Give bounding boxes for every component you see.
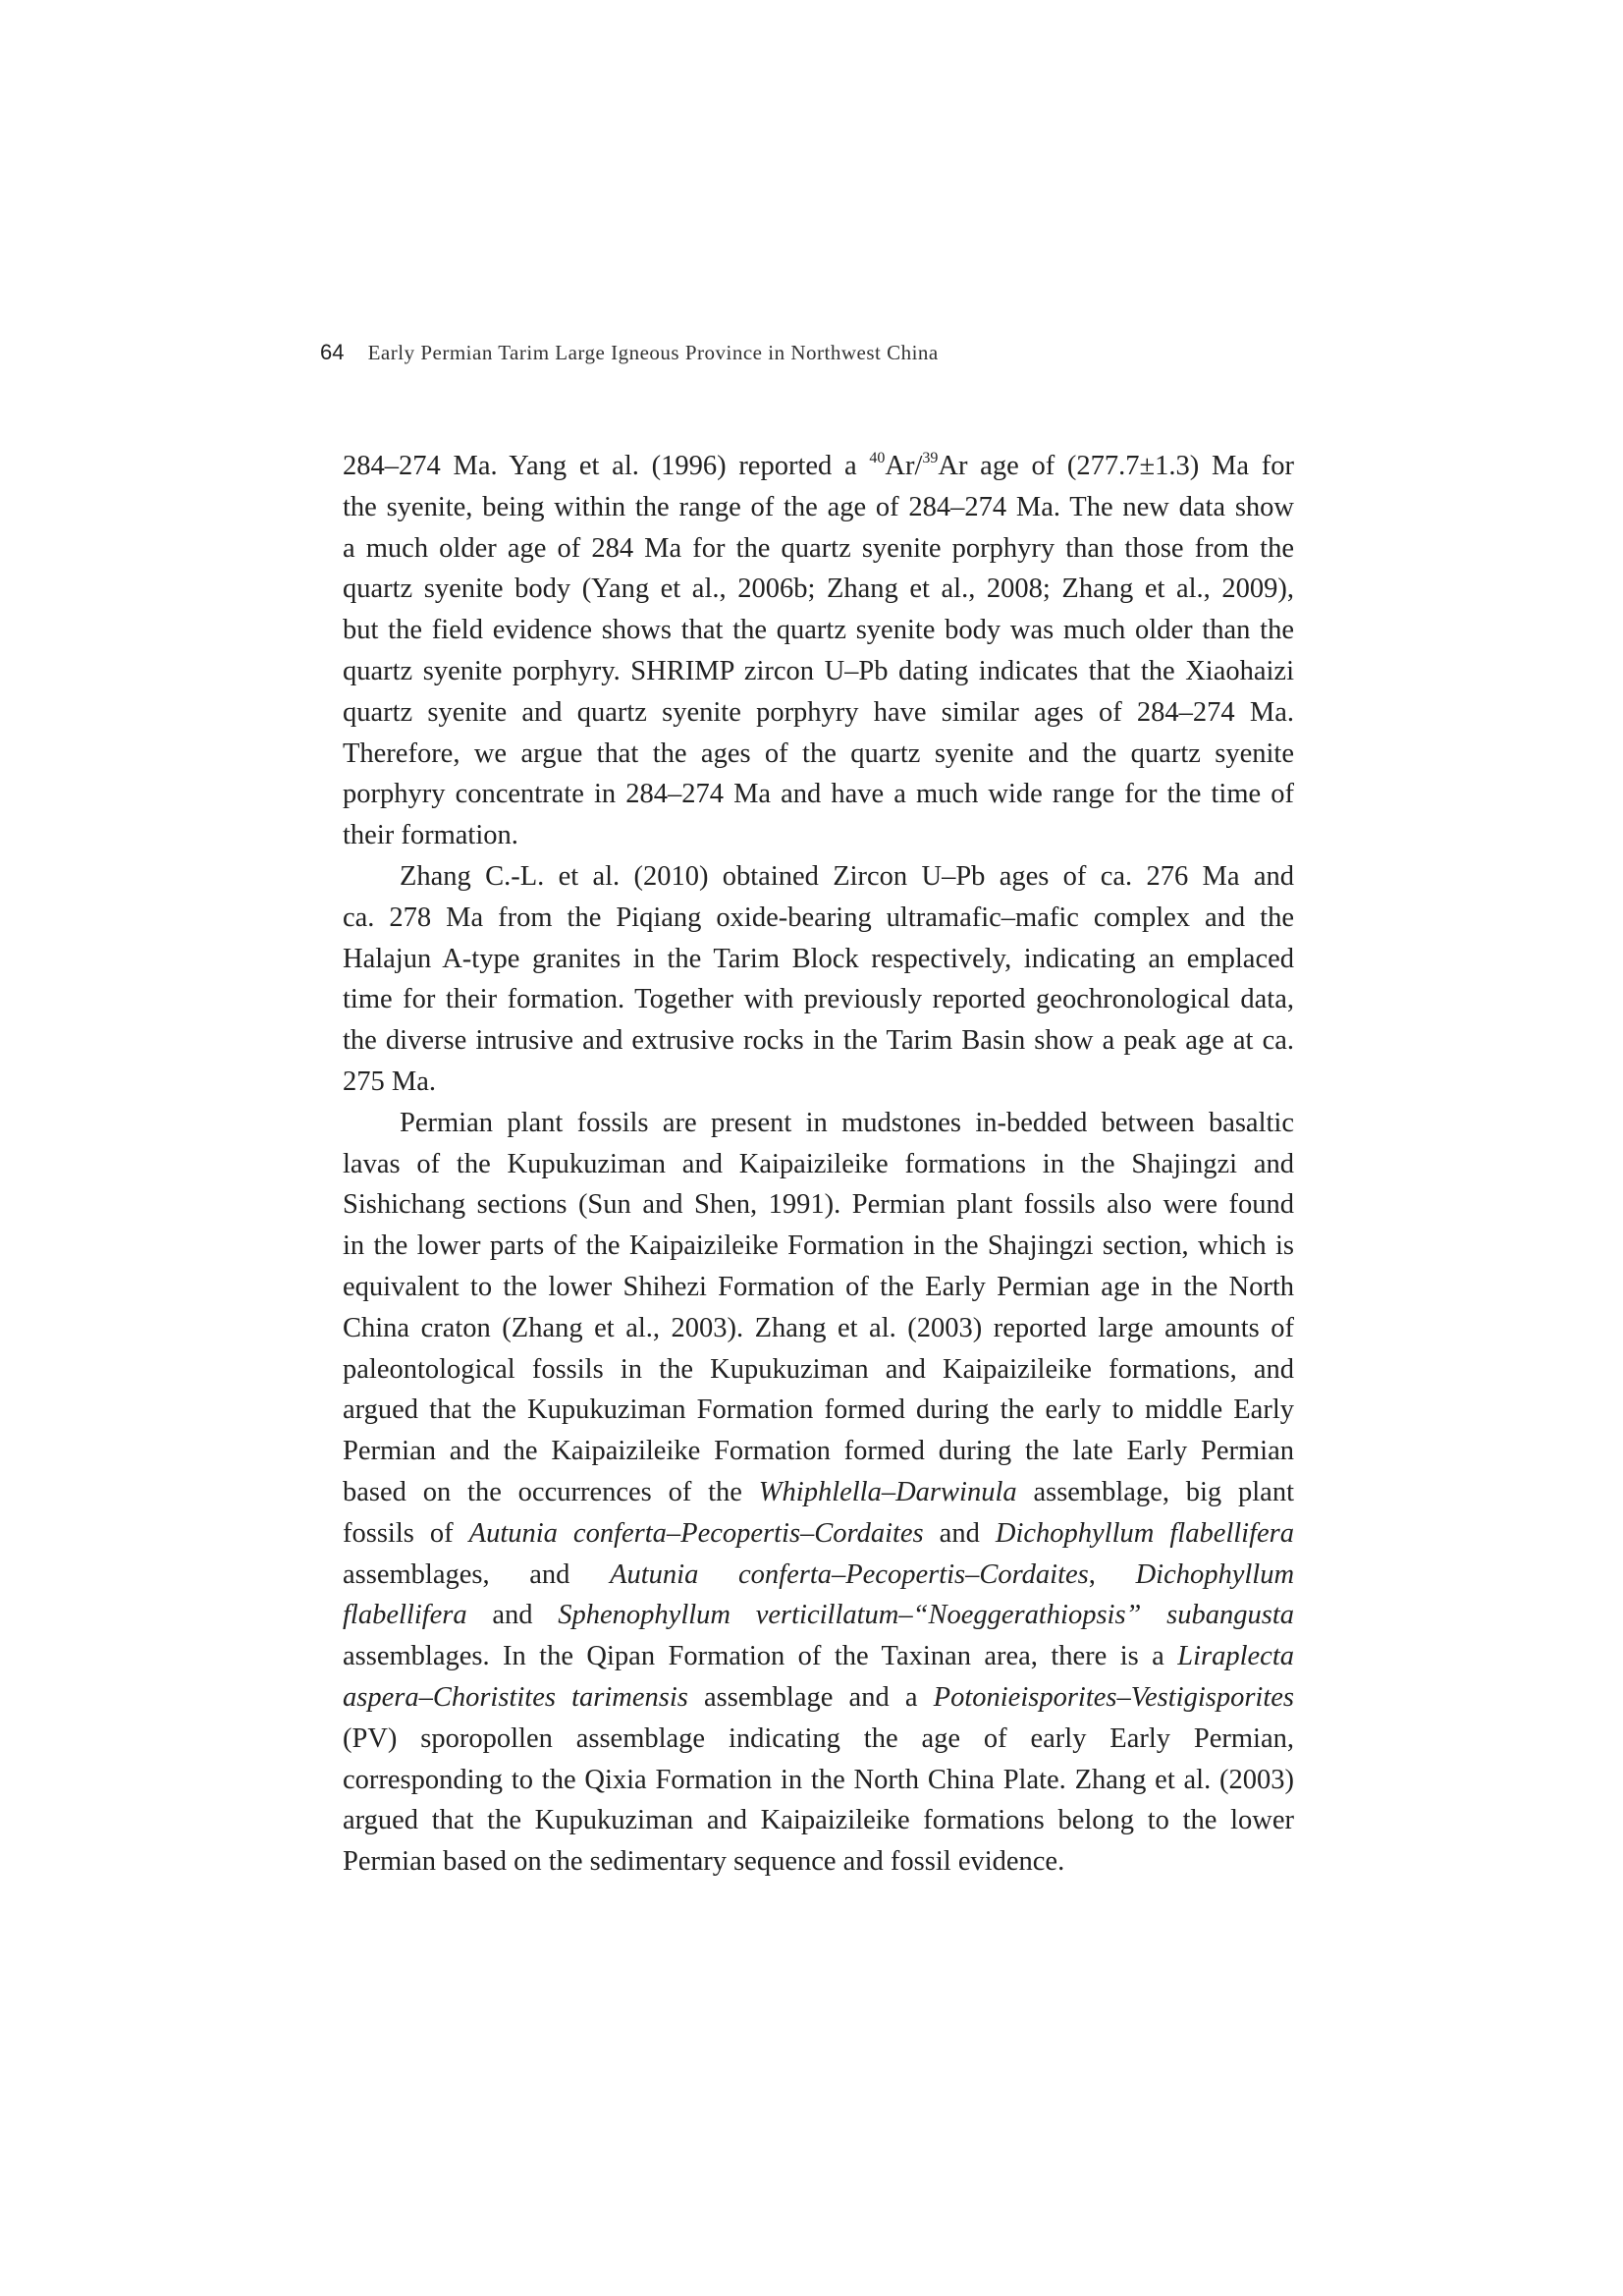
text-run: based on the occurrences of the (343, 1476, 759, 1507)
text-run: their formation. (343, 820, 518, 851)
italic-text: aspera–Choristites tarimensis (343, 1681, 688, 1713)
text-line (343, 1595, 1294, 1636)
text-line (343, 774, 1294, 815)
text-run: Ar/ (885, 451, 923, 481)
page-number: 64 (320, 340, 345, 364)
italic-text: Dichophyllum flabellifera (995, 1517, 1295, 1549)
text-run: , (1088, 1558, 1136, 1590)
text-run: equivalent to the lower Shihezi Formation of the Early Permian age in the North (343, 1271, 1294, 1302)
text-run: Therefore, we argue that the ages of the quartz syenite and the quartz syenite (343, 738, 1294, 769)
text-run: the syenite, being within the range of the age of 284–274 Ma. The new data show (343, 491, 1294, 522)
text-line (343, 446, 1294, 487)
text-line (343, 898, 1294, 939)
text-line (343, 1431, 1294, 1472)
text-run: fossils of (343, 1517, 469, 1549)
text-run: and (466, 1600, 559, 1631)
text-line (343, 856, 1294, 898)
text-line (343, 1349, 1294, 1391)
text-line (343, 1677, 1294, 1719)
text-run: Permian plant fossils are present in mudstones in-bedded between basaltic (400, 1107, 1294, 1138)
text-run: in the lower parts of the Kaipaizileike Formation in the Shajingzi section, which is (343, 1230, 1294, 1262)
italic-text: Liraplecta (1177, 1641, 1294, 1672)
text-line (343, 1513, 1294, 1555)
text-run: quartz syenite body (Yang et al., 2006b; Zhang et al., 2008; Zhang et al., 2009), (343, 574, 1294, 605)
text-line (343, 1636, 1294, 1677)
text-line (343, 1020, 1294, 1062)
text-run: ca. 278 Ma from the Piqiang oxide-bearing ultramafic–mafic complex and the (343, 902, 1294, 933)
text-line (343, 815, 1294, 856)
text-run: 275 Ma. (343, 1066, 436, 1097)
superscript: 39 (922, 450, 939, 466)
text-line (343, 1308, 1294, 1349)
text-run: time for their formation. Together with previously reported geochronological data, (343, 984, 1294, 1015)
text-run: Halajun A-type granites in the Tarim Block respectively, indicating an emplaced (343, 943, 1294, 974)
text-line (343, 1184, 1294, 1226)
text-run: assemblage, big plant (1016, 1476, 1294, 1507)
text-line (343, 1062, 1294, 1103)
italic-text: flabellifera (343, 1600, 467, 1631)
text-run: Ar age of (277.7±1.3) Ma for (938, 451, 1294, 481)
text-run: assemblages, and (343, 1558, 611, 1590)
text-run: corresponding to the Qixia Formation in the North China Plate. Zhang et al. (2003) (343, 1764, 1294, 1795)
text-run: argued that the Kupukuziman and Kaipaizileike formations belong to the lower (343, 1805, 1294, 1836)
text-run: porphyry concentrate in 284–274 Ma and have a much wide range for the time of (343, 779, 1294, 810)
body-text (343, 446, 1294, 1883)
text-run: but the field evidence shows that the quartz syenite body was much older than the (343, 615, 1294, 646)
text-line (343, 1555, 1294, 1596)
italic-text: Whiphlella–Darwinula (758, 1476, 1017, 1507)
text-line (343, 1472, 1294, 1513)
italic-text: Dichophyllum (1135, 1558, 1295, 1590)
text-run: paleontological fossils in the Kupukuziman and Kaipaizileike formations, and (343, 1353, 1294, 1385)
paragraph (343, 856, 1294, 1103)
text-run: assemblage and a (687, 1681, 934, 1713)
text-line (343, 939, 1294, 980)
superscript: 40 (869, 450, 886, 466)
text-line (343, 651, 1294, 692)
text-run: China craton (Zhang et al., 2003). Zhang et al. (2003) reported large amounts of (343, 1312, 1294, 1343)
text-line (343, 610, 1294, 651)
text-line (343, 487, 1294, 528)
text-line (343, 1719, 1294, 1760)
text-run: Permian and the Kaipaizileike Formation formed during the late Early Permian (343, 1436, 1294, 1467)
text-line (343, 1841, 1294, 1883)
text-line (343, 1760, 1294, 1801)
text-run: lavas of the Kupukuziman and Kaipaizileike formations in the Shajingzi and (343, 1148, 1294, 1179)
text-run: Sishichang sections (Sun and Shen, 1991). Permian plant fossils also were found (343, 1189, 1294, 1221)
text-run: (PV) sporopollen assemblage indicating the age of early Early Permian, (343, 1722, 1294, 1754)
text-line (343, 979, 1294, 1020)
text-line (343, 1800, 1294, 1841)
text-run: argued that the Kupukuziman Formation formed during the early to middle Early (343, 1394, 1294, 1426)
text-run: the diverse intrusive and extrusive rocks in the Tarim Basin show a peak age at ca. (343, 1025, 1294, 1057)
italic-text: Autunia conferta–Pecopertis–Cordaites (610, 1558, 1089, 1590)
text-line (343, 1226, 1294, 1267)
text-run: Zhang C.-L. et al. (2010) obtained Zircon U–Pb ages of ca. 276 Ma and (400, 860, 1294, 892)
text-line (343, 1103, 1294, 1144)
text-line (343, 692, 1294, 734)
text-run: a much older age of 284 Ma for the quartz syenite porphyry than those from the (343, 532, 1294, 564)
text-line (343, 734, 1294, 775)
paragraph (343, 1103, 1294, 1883)
text-run: Permian based on the sedimentary sequence and fossil evidence. (343, 1846, 1065, 1878)
text-line (343, 1390, 1294, 1431)
running-title: Early Permian Tarim Large Igneous Province in Northwest China (367, 341, 939, 364)
running-head (320, 340, 939, 365)
text-line (343, 569, 1294, 610)
text-run: 284–274 Ma. Yang et al. (1996) reported a (343, 451, 870, 481)
text-run: assemblages. In the Qipan Formation of the Taxinan area, there is a (343, 1641, 1178, 1672)
text-run: quartz syenite and quartz syenite porphyry have similar ages of 284–274 Ma. (343, 696, 1294, 728)
paragraph (343, 446, 1294, 856)
text-run: and (923, 1517, 996, 1549)
italic-text: Sphenophyllum verticillatum–“Noeggerathiopsis” subangusta (558, 1600, 1294, 1631)
text-line (343, 528, 1294, 570)
italic-text: Autunia conferta–Pecopertis–Cordaites (468, 1517, 924, 1549)
text-line (343, 1267, 1294, 1308)
text-run: quartz syenite porphyry. SHRIMP zircon U–Pb dating indicates that the Xiaohaizi (343, 655, 1294, 686)
text-line (343, 1144, 1294, 1185)
italic-text: Potonieisporites–Vestigisporites (933, 1681, 1294, 1713)
